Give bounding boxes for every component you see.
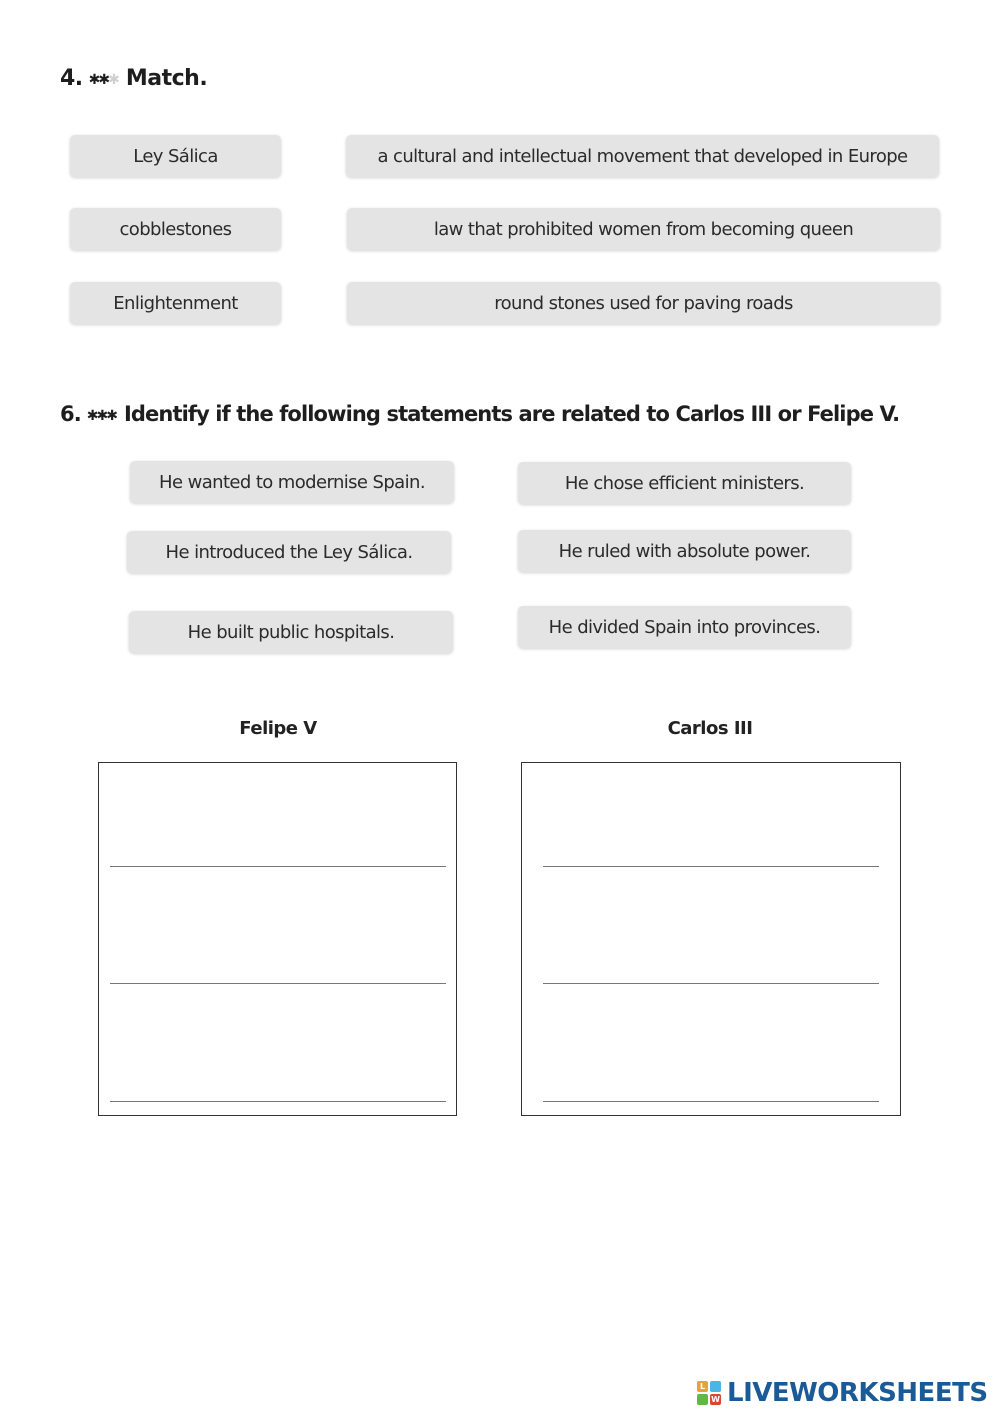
match-term-chip[interactable]: Enlightenment xyxy=(70,282,281,324)
answer-line xyxy=(543,866,879,867)
liveworksheets-logo xyxy=(697,1378,988,1408)
liveworksheets-logo-text: LIVEWORKSHEETS xyxy=(727,1378,988,1408)
statement-chip[interactable]: He ruled with absolute power. xyxy=(518,530,851,572)
match-term-chip[interactable]: cobblestones xyxy=(70,208,281,250)
section-6-heading xyxy=(60,402,899,426)
column-title-felipe-v: Felipe V xyxy=(239,718,317,739)
statement-chip[interactable]: He introduced the Ley Sálica. xyxy=(127,531,451,573)
statement-chip[interactable]: He divided Spain into provinces. xyxy=(518,606,851,648)
section-4-title: Match. xyxy=(125,66,208,91)
difficulty-stars-icon: ✱✱✱ xyxy=(88,72,118,88)
match-definition-chip[interactable]: round stones used for paving roads xyxy=(347,282,940,324)
match-definition-chip[interactable]: a cultural and intellectual movement that developed in Europe xyxy=(346,135,939,177)
match-term-chip[interactable]: Ley Sálica xyxy=(70,135,281,177)
carlos-iii-drop-zone[interactable] xyxy=(521,762,901,1116)
section-6-number: 6. xyxy=(60,402,81,426)
statement-chip[interactable]: He wanted to modernise Spain. xyxy=(130,461,454,503)
liveworksheets-logo-icon: L W xyxy=(697,1381,721,1405)
difficulty-stars-icon: ✱✱✱ xyxy=(86,408,116,424)
match-definition-chip[interactable]: law that prohibited women from becoming queen xyxy=(347,208,940,250)
section-6-title: Identify if the following statements are related to Carlos III or Felipe V. xyxy=(124,402,900,426)
answer-line xyxy=(543,983,879,984)
felipe-v-drop-zone[interactable] xyxy=(98,762,457,1116)
answer-line xyxy=(543,1101,879,1102)
statement-chip[interactable]: He built public hospitals. xyxy=(129,611,453,653)
section-4-number: 4. xyxy=(60,66,83,91)
answer-line xyxy=(110,983,446,984)
section-4-heading xyxy=(60,66,207,91)
answer-line xyxy=(110,866,446,867)
answer-line xyxy=(110,1101,446,1102)
column-title-carlos-iii: Carlos III xyxy=(667,718,753,739)
statement-chip[interactable]: He chose efficient ministers. xyxy=(518,462,851,504)
